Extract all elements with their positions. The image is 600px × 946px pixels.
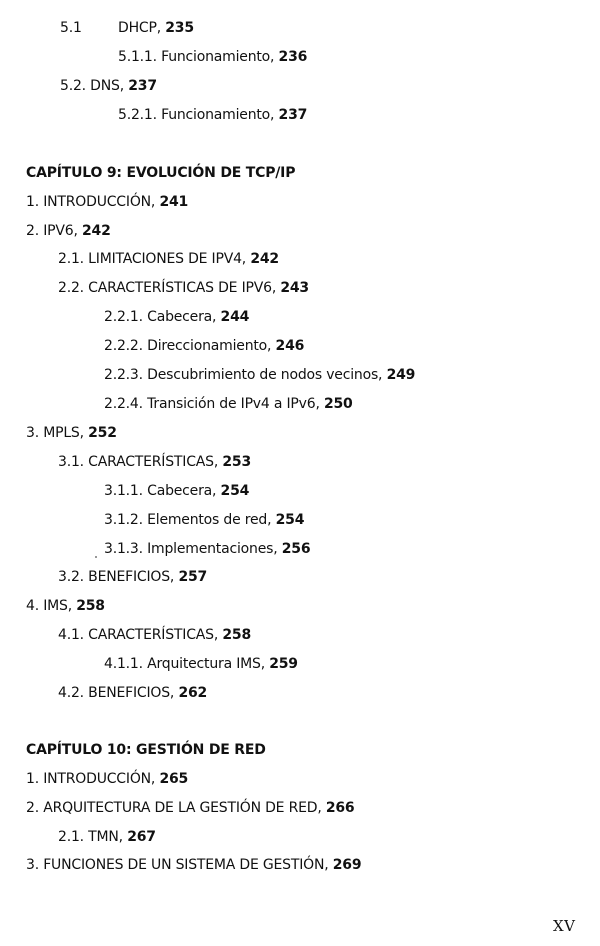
toc-entry-c9-1 [26,193,188,211]
page-number: XV [553,917,576,935]
toc-entry-c9-3-1-1 [104,482,249,500]
toc-entry-c9-4-1-1 [104,655,298,673]
toc-entry-c9-3-1 [58,453,251,471]
toc-entry-number: 5.1 [60,20,82,36]
toc-entry-c10-1 [26,770,188,788]
toc-entry-page: 243 [280,280,309,296]
toc-entry-title: 4.1.1. Arquitectura IMS, [104,656,265,672]
toc-entry-title: 2.2. CARACTERÍSTICAS DE IPV6, [58,280,277,296]
toc-entry-c9-2-2-3 [104,366,415,384]
toc-entry-c9-4 [26,597,105,615]
toc-entry-title: 3. MPLS, [26,425,84,441]
toc-entry-title: 1. INTRODUCCIÓN, [26,771,156,787]
toc-entry-5-1-1 [118,48,307,66]
toc-entry-5-2-1 [118,106,307,124]
toc-entry-title: 4.1. CARACTERÍSTICAS, [58,627,219,643]
toc-entry-title: 2. IPV6, [26,223,78,239]
toc-entry-title: 2.1. LIMITACIONES DE IPV4, [58,251,247,267]
toc-entry-page: 265 [159,771,189,787]
toc-entry-c9-2-2 [58,279,309,297]
toc-entry-page: 252 [88,425,117,441]
toc-entry-c9-3 [26,424,117,442]
toc-entry-page: 257 [178,569,208,585]
toc-entry-title: DHCP, [118,20,161,36]
toc-entry-title: 5.2. DNS, [60,78,124,94]
toc-entry-title: 5.2.1. Funcionamiento, [118,107,275,123]
toc-entry-title: 2.2.2. Direccionamiento, [104,338,272,354]
toc-entry-title: 3. FUNCIONES DE UN SISTEMA DE GESTIÓN, [26,857,329,873]
toc-entry-c9-3-1-2 [104,511,304,529]
toc-entry-c10-2 [26,799,354,817]
toc-entry-c9-4-2 [58,684,207,702]
toc-entry-title: 3.2. BENEFICIOS, [58,569,175,585]
toc-entry-page: 242 [81,223,111,239]
toc-entry-page: 266 [325,800,355,816]
toc-entry-page: 267 [127,829,156,845]
toc-entry-page: 244 [220,309,250,325]
toc-entry-page: 258 [222,627,251,643]
toc-entry-title: 5.1.1. Funcionamiento, [118,49,275,65]
toc-entry-title: 2.2.3. Descubrimiento de nodos vecinos, [104,367,383,383]
toc-entry-c10-3 [26,856,361,874]
toc-entry-page: 241 [159,194,189,210]
toc-entry-title: 2.2.4. Transición de IPv4 a IPv6, [104,396,320,412]
toc-entry-page: 254 [220,483,250,499]
toc-entry-page: 249 [386,367,416,383]
toc-entry-page: 250 [323,396,353,412]
toc-entry-title: 4.2. BENEFICIOS, [58,685,175,701]
toc-entry-page: 269 [332,857,362,873]
toc-entry-page: 253 [222,454,251,470]
toc-entry-c9-3-1-3 [104,540,310,558]
toc-entry-title: 3.1.1. Cabecera, [104,483,217,499]
toc-entry-page: 236 [278,49,308,65]
toc-entry-title: 1. INTRODUCCIÓN, [26,194,156,210]
toc-entry-title: 2. ARQUITECTURA DE LA GESTIÓN DE RED, [26,800,322,816]
toc-entry-page: 242 [250,251,279,267]
toc-entry-title: 3.1.2. Elementos de red, [104,512,272,528]
toc-entry-title: 3.1. CARACTERÍSTICAS, [58,454,219,470]
toc-entry-c9-2-1 [58,250,279,268]
toc-entry-page: 237 [128,78,157,94]
toc-entry-page: 258 [76,598,105,614]
toc-entry-5-2 [60,77,157,95]
chapter-9-heading: CAPÍTULO 9: EVOLUCIÓN DE TCP/IP [26,165,296,181]
toc-entry-c9-2-2-2 [104,337,304,355]
toc-entry-page: 254 [275,512,305,528]
toc-entry-page: 259 [269,656,298,672]
toc-entry-title: 4. IMS, [26,598,72,614]
toc-entry-5-1 [60,19,194,37]
toc-entry-c9-2 [26,222,111,240]
scan-speck [95,556,97,558]
chapter-10-heading: CAPÍTULO 10: GESTIÓN DE RED [26,742,266,758]
toc-entry-page: 256 [281,541,311,557]
toc-entry-title: 3.1.3. Implementaciones, [104,541,278,557]
toc-entry-c9-3-2 [58,568,207,586]
toc-entry-c10-2-1 [58,828,156,846]
toc-entry-page: 235 [165,20,194,36]
toc-entry-title: 2.2.1. Cabecera, [104,309,217,325]
toc-entry-page: 262 [178,685,208,701]
toc-entry-page: 246 [275,338,305,354]
toc-entry-title: 2.1. TMN, [58,829,123,845]
toc-entry-c9-2-2-4 [104,395,353,413]
toc-entry-c9-2-2-1 [104,308,249,326]
toc-entry-page: 237 [278,107,308,123]
toc-entry-c9-4-1 [58,626,251,644]
